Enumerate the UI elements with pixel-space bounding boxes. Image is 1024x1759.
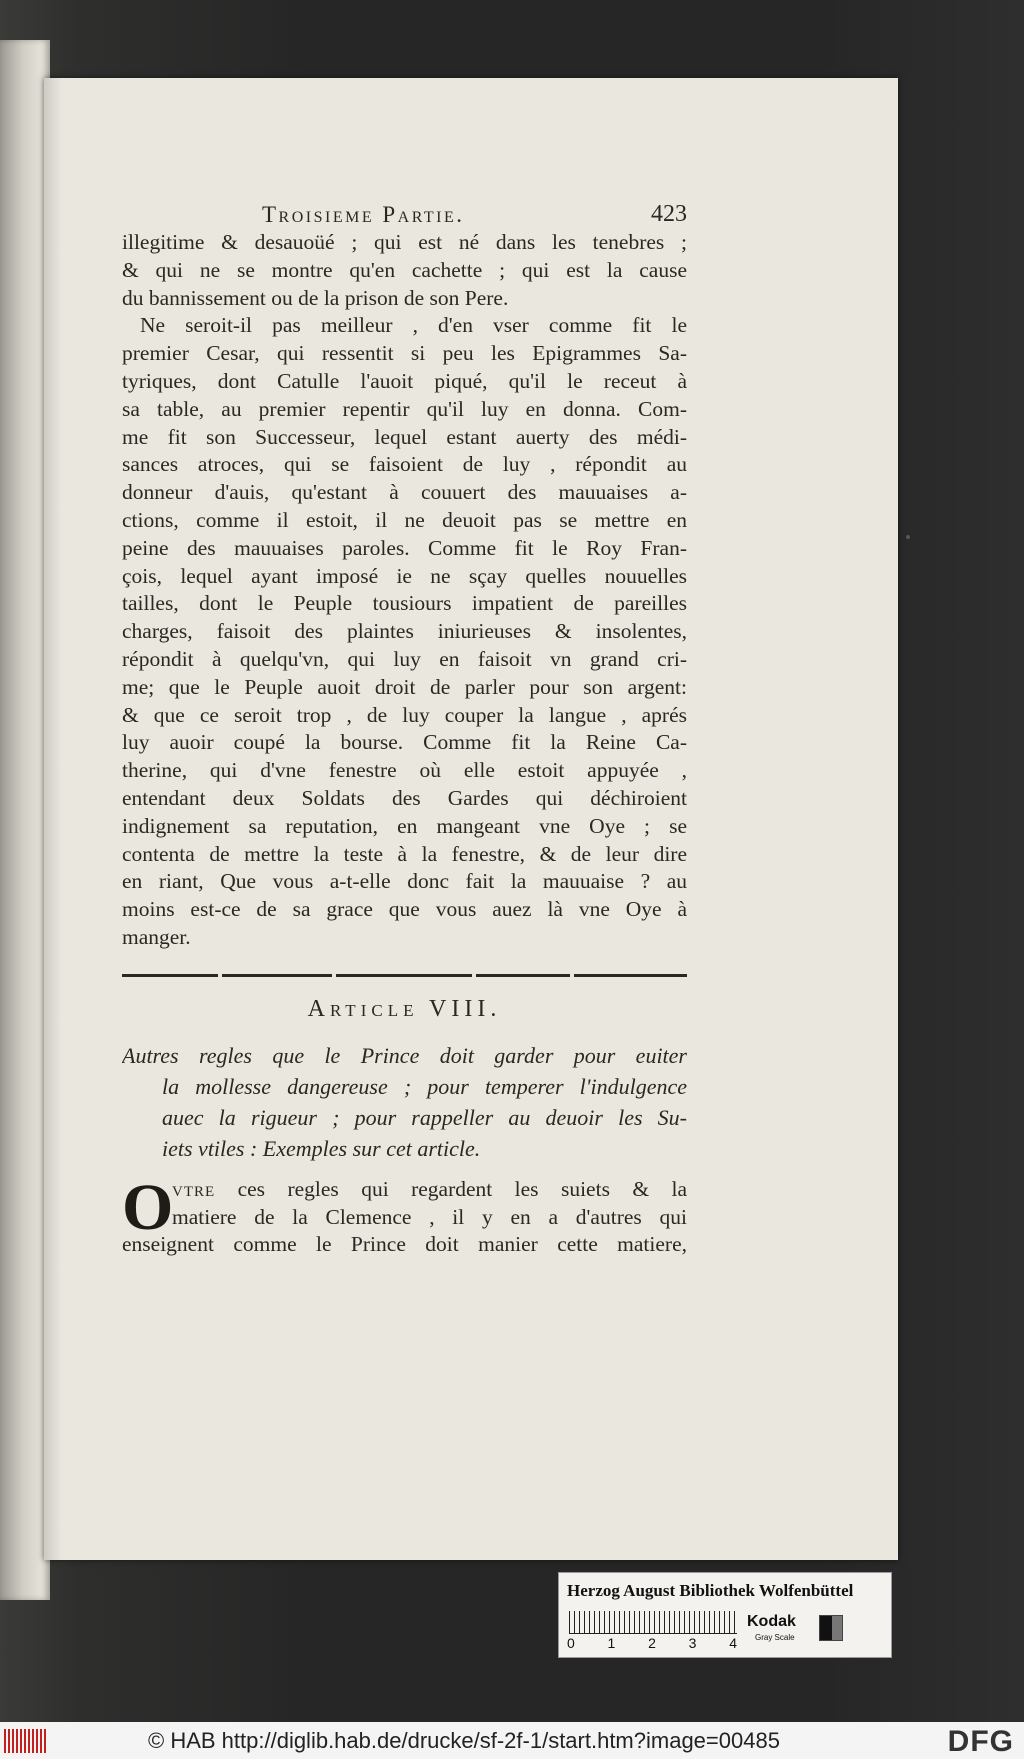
article-heading: Article VIII. <box>307 995 502 1022</box>
ruler-label: 3 <box>688 1635 697 1651</box>
summary-line: Autres regles que le Prince doit garder pour euiter <box>122 1042 687 1068</box>
scan-color-bar <box>558 1572 892 1658</box>
text-line: entendant deux Soldats des Gardes qui déchiroient <box>122 785 687 810</box>
text-line: matiere de la Clemence , il y en a d'autres qui <box>172 1204 687 1229</box>
running-head <box>122 203 687 233</box>
rule-segment <box>476 974 570 977</box>
text-line: tailles, dont le Peuple tousiours impatient de pareilles <box>122 591 687 616</box>
section-rule <box>122 952 687 992</box>
gray-scale-label: Gray Scale <box>755 1633 795 1642</box>
text-line: me fit son Successeur, lequel estant auerty des médi- <box>122 424 687 449</box>
rule-segment <box>574 974 687 977</box>
text-line: moins est-ce de sa grace que vous auez là vne Oye à <box>122 897 687 922</box>
barcode-icon <box>4 1729 46 1753</box>
summary-line: la mollesse dangereuse ; pour temperer l'indulgence <box>162 1073 687 1099</box>
ruler-label: 1 <box>607 1635 616 1651</box>
text-line <box>122 1176 687 1204</box>
text-line: peine des mauuaises paroles. Comme fit le Roy Fran- <box>122 535 687 560</box>
summary-line: iets vtiles : Exemples sur cet article. <box>162 1135 481 1161</box>
page-number: 423 <box>651 201 687 227</box>
text-line: illegitime & desauoüé ; qui est né dans les tenebres ; <box>122 230 687 254</box>
rule-segment <box>336 974 472 977</box>
running-title: Troisieme Partie. <box>262 202 465 227</box>
text-line: répondit à quelqu'vn, qui luy en faisoit vn grand cri- <box>122 646 687 671</box>
text-line: & que ce seroit trop , de luy couper la langue , aprés <box>122 702 687 727</box>
text-line: luy auoir coupé la bourse. Comme fit la Reine Ca- <box>122 730 687 755</box>
text-line: charges, faisoit des plaintes iniurieuses & insolentes, <box>122 619 687 644</box>
measure-ruler <box>569 1611 737 1634</box>
opening-word: vtre <box>172 1176 216 1201</box>
text-block <box>122 203 687 1259</box>
text-line: indignement sa reputation, en mangeant vne Oye ; se <box>122 813 687 838</box>
text-line: ctions, comme il estoit, il ne deuoit pas se mettre en <box>122 507 687 532</box>
text-line: therine, qui d'vne fenestre où elle estoit appuyée , <box>122 758 687 783</box>
rule-segment <box>122 974 218 977</box>
opening-line-rest: ces regles qui regardent les suiets & la <box>215 1176 687 1201</box>
text-line: & qui ne se montre qu'en cachette ; qui est la cause <box>122 257 687 282</box>
gray-swatch <box>819 1615 843 1641</box>
text-line: enseignent comme le Prince doit manier cette matiere, <box>122 1232 687 1257</box>
text-line: manger. <box>122 924 191 949</box>
text-line: donneur d'auis, qu'estant à couuert des mauuaises a- <box>122 480 687 505</box>
ruler-labels <box>567 1635 737 1651</box>
text-line: du bannissement ou de la prison de son Pere. <box>122 285 509 310</box>
ink-speck <box>906 535 910 539</box>
ruler-label: 0 <box>567 1635 575 1651</box>
text-line: Ne seroit-il pas meilleur , d'en vser comme fit le <box>140 313 687 338</box>
left-page-edge <box>0 40 50 1600</box>
ruler-label: 4 <box>729 1635 737 1651</box>
dfg-logo: DFG <box>947 1725 1014 1758</box>
text-line: me; que le Peuple auoit droit de parler pour son argent: <box>122 674 687 699</box>
copyright-link[interactable]: © HAB http://diglib.hab.de/drucke/sf-2f-1/start.htm?image=00485 <box>148 1728 780 1753</box>
text-line: sa table, au premier repentir qu'il luy en donna. Com- <box>122 396 687 421</box>
kodak-logo: Kodak <box>747 1613 796 1630</box>
rule-segment <box>222 974 332 977</box>
drop-capital: O <box>122 1170 174 1244</box>
summary-line: auec la rigueur ; pour rappeller au deuoir les Su- <box>162 1104 687 1130</box>
text-line: premier Cesar, qui ressentit si peu les Epigrammes Sa- <box>122 341 687 366</box>
text-line: sances atroces, qui se faisoient de luy , répondit au <box>122 452 687 477</box>
text-line: çois, lequel ayant imposé ie ne sçay quelles nouuelles <box>122 563 687 588</box>
library-name: Herzog August Bibliothek Wolfenbüttel <box>567 1581 854 1600</box>
text-line: en riant, Que vous a-t-elle donc fait la mauuaise ? au <box>122 869 687 894</box>
ruler-label: 2 <box>648 1635 656 1651</box>
text-line: contenta de mettre la teste à la fenestre, & de leur dire <box>122 841 687 866</box>
text-line: tyriques, dont Catulle l'auoit piqué, qu'il le receut à <box>122 368 687 393</box>
body-paragraphs <box>122 229 687 952</box>
opening-paragraph <box>122 1170 687 1259</box>
footer-bar <box>0 1722 1024 1759</box>
article-summary <box>122 1040 687 1164</box>
